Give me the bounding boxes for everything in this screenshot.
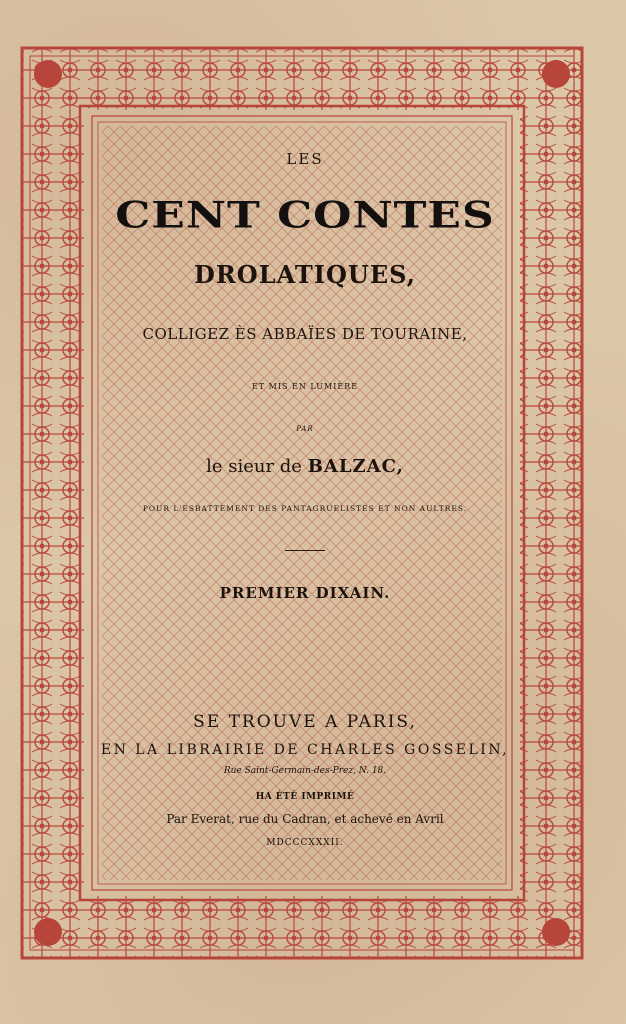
par-line: PAR	[296, 425, 314, 433]
divider-rule	[285, 550, 325, 551]
main-title: CENT CONTES	[115, 194, 495, 237]
author-line	[100, 456, 510, 477]
date-line: MDCCCXXXII.	[266, 838, 344, 848]
subtitle: DROLATIQUES,	[194, 260, 416, 289]
printed-line: HA ÉTÉ IMPRIMÉ	[255, 792, 355, 802]
colligez-line: COLLIGEZ ÈS ABBAÏES DE TOURAINE,	[142, 325, 468, 343]
publisher-line: EN LA LIBRAIRIE DE CHARLES GOSSELIN,	[100, 742, 510, 758]
location-line: SE TROUVE A PARIS,	[193, 712, 417, 732]
title-page-text	[100, 120, 510, 870]
address-line: Rue Saint-Germain-des-Prez, N. 18.	[223, 766, 387, 776]
author-name: BALZAC,	[307, 456, 404, 477]
title-article: LES	[286, 150, 324, 168]
pour-line: POUR L'ESBATTEMENT DES PANTAGRUELISTES ET NON AULTRES.	[142, 504, 468, 513]
volume-label: PREMIER DIXAIN.	[219, 584, 391, 602]
printer-line: Par Everat, rue du Cadran, et achevé en Avril	[166, 812, 444, 826]
mis-en-lumiere-line: ET MIS EN LUMIÈRE	[251, 382, 359, 391]
author-prefix: le sieur de	[206, 456, 302, 477]
